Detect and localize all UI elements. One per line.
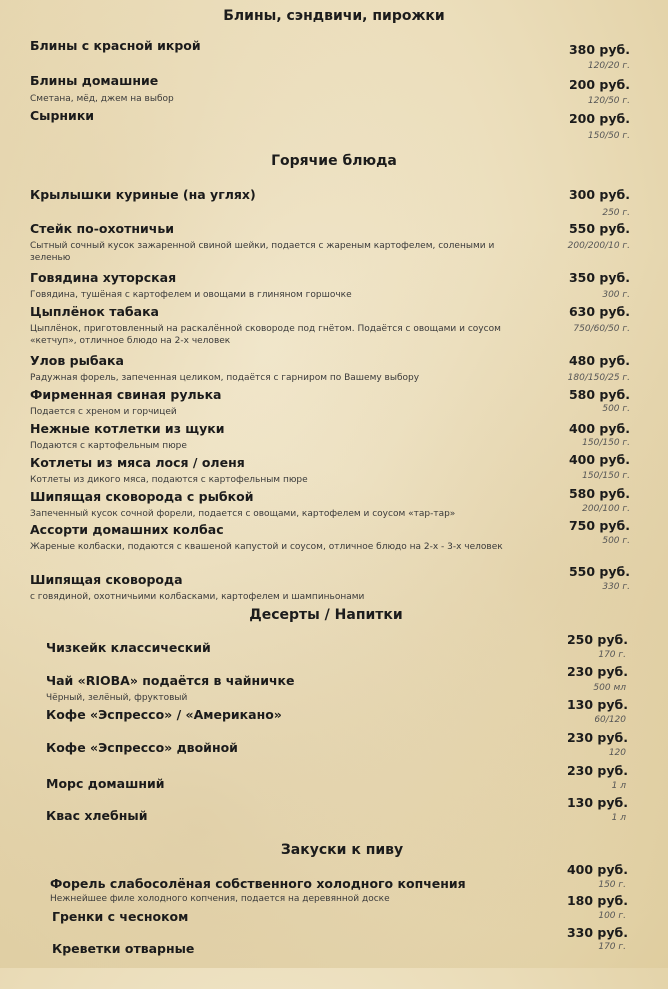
item-description: Подается с хреном и горчицей	[30, 407, 177, 417]
item-name: Стейк по-охотничьи	[30, 221, 175, 236]
item-weight: 330 г.	[602, 582, 630, 592]
item-description: Жареные колбаски, подаются с квашеной капустой и соусом, отличное блюдо на 2-х - 3-х человек	[30, 542, 503, 552]
item-price: 200 руб.	[568, 77, 630, 92]
item-price: 130 руб.	[566, 697, 628, 712]
item-weight: 500 мл	[593, 683, 626, 693]
item-name: Форель слабосолёная собственного холодного копчения	[50, 876, 466, 891]
item-price: 400 руб.	[566, 862, 628, 877]
item-price: 580 руб.	[568, 387, 630, 402]
item-name: Блины с красной икрой	[30, 38, 201, 53]
item-price: 180 руб.	[566, 893, 628, 908]
item-weight: 200/200/10 г.	[567, 241, 630, 251]
item-price: 630 руб.	[568, 304, 630, 319]
item-price: 330 руб.	[566, 925, 628, 940]
item-weight: 1 л	[611, 781, 626, 791]
item-price: 250 руб.	[566, 632, 628, 647]
section-title-hot-dishes: Горячие блюда	[271, 153, 397, 169]
item-name: Кофе «Эспрессо» двойной	[46, 740, 238, 755]
item-price: 230 руб.	[566, 664, 628, 679]
item-name: Гренки с чесноком	[52, 909, 189, 924]
item-price: 130 руб.	[566, 795, 628, 810]
item-description: Говядина, тушёная с картофелем и овощами в глиняном горшочке	[30, 290, 352, 300]
item-price: 400 руб.	[568, 452, 630, 467]
item-description: Цыплёнок, приготовленный на раскалённой сковороде под гнётом. Подаётся с овощами и соусом «кетчуп», отличное блюдо на 2-х человек	[30, 324, 501, 346]
item-price: 300 руб.	[568, 187, 630, 202]
item-price: 380 руб.	[568, 42, 630, 57]
item-name: Чизкейк классический	[46, 640, 211, 655]
item-name: Морс домашний	[46, 776, 165, 791]
item-weight: 1 л	[611, 813, 626, 823]
item-description: Подаются с картофельным пюре	[30, 441, 187, 451]
item-weight: 300 г.	[602, 290, 630, 300]
item-weight: 250 г.	[602, 208, 630, 218]
menu-item	[0, 925, 668, 989]
item-weight: 120	[608, 748, 626, 758]
item-weight: 150/150 г.	[582, 438, 630, 448]
item-description: Котлеты из дикого мяса, подаются с картофельным пюре	[30, 475, 308, 485]
item-weight: 120/20 г.	[587, 61, 630, 71]
item-price: 550 руб.	[568, 221, 630, 236]
item-name: Креветки отварные	[52, 941, 195, 956]
section-title-beer-snacks: Закуски к пиву	[280, 842, 404, 858]
item-name: Блины домашние	[30, 73, 159, 88]
menu-item	[0, 221, 668, 269]
item-price: 350 руб.	[568, 270, 630, 285]
item-description: Сметана, мёд, джем на выбор	[30, 94, 174, 104]
item-description: Сытный сочный кусок зажаренной свиной шейки, подается с жареным картофелем, солеными и зеленью	[30, 241, 495, 263]
item-name: Говядина хуторская	[30, 270, 177, 285]
item-weight: 180/150/25 г.	[567, 373, 630, 383]
item-name: Крылышки куриные (на углях)	[30, 187, 256, 202]
item-name: Шипящая сковорода	[30, 572, 183, 587]
section-title-pancakes: Блины, сэндвичи, пирожки	[223, 8, 445, 24]
item-name: Квас хлебный	[46, 808, 148, 823]
item-description: Запеченный кусок сочной форели, подается с овощами, картофелем и соусом «тар-тар»	[30, 509, 456, 519]
item-description: Радужная форель, запеченная целиком, подаётся с гарниром по Вашему выбору	[30, 373, 420, 383]
item-name: Цыплёнок табака	[30, 304, 159, 319]
item-weight: 170 г.	[598, 650, 626, 660]
item-name: Нежные котлетки из щуки	[30, 421, 225, 436]
item-weight: 150 г.	[598, 880, 626, 890]
item-price: 200 руб.	[568, 111, 630, 126]
menu-item	[0, 304, 668, 352]
item-weight: 500 г.	[602, 536, 630, 546]
item-price: 400 руб.	[568, 421, 630, 436]
item-description: Нежнейшее филе холодного копчения, подается на деревянной доске	[50, 894, 390, 904]
item-weight: 60/120	[594, 715, 626, 725]
item-description: Чёрный, зелёный, фруктовый	[46, 693, 188, 703]
item-weight: 500 г.	[602, 404, 630, 414]
item-price: 550 руб.	[568, 564, 630, 579]
item-price: 580 руб.	[568, 486, 630, 501]
menu-item	[0, 518, 668, 570]
item-description: с говядиной, охотничьими колбасками, картофелем и шампиньонами	[30, 592, 365, 602]
item-price: 480 руб.	[568, 353, 630, 368]
item-name: Чай «RIOBA» подаётся в чайничке	[46, 673, 295, 688]
item-price: 750 руб.	[568, 518, 630, 533]
item-weight: 200/100 г.	[582, 504, 630, 514]
item-name: Ассорти домашних колбас	[30, 522, 224, 537]
section-title-desserts-drinks: Десерты / Напитки	[249, 607, 403, 623]
item-weight: 750/60/50 г.	[573, 324, 630, 334]
item-name: Шипящая сковорода с рыбкой	[30, 489, 254, 504]
item-price: 230 руб.	[566, 730, 628, 745]
item-name: Сырники	[30, 108, 95, 123]
item-weight: 150/150 г.	[582, 471, 630, 481]
item-name: Улов рыбака	[30, 353, 124, 368]
item-name: Котлеты из мяса лося / оленя	[30, 455, 245, 470]
item-weight: 120/50 г.	[587, 96, 630, 106]
item-name: Фирменная свиная рулька	[30, 387, 222, 402]
item-weight: 100 г.	[598, 911, 626, 921]
menu-item	[0, 108, 668, 156]
item-weight: 150/50 г.	[587, 131, 630, 141]
item-weight: 170 г.	[598, 942, 626, 952]
item-name: Кофе «Эспрессо» / «Американо»	[46, 707, 282, 722]
item-price: 230 руб.	[566, 763, 628, 778]
